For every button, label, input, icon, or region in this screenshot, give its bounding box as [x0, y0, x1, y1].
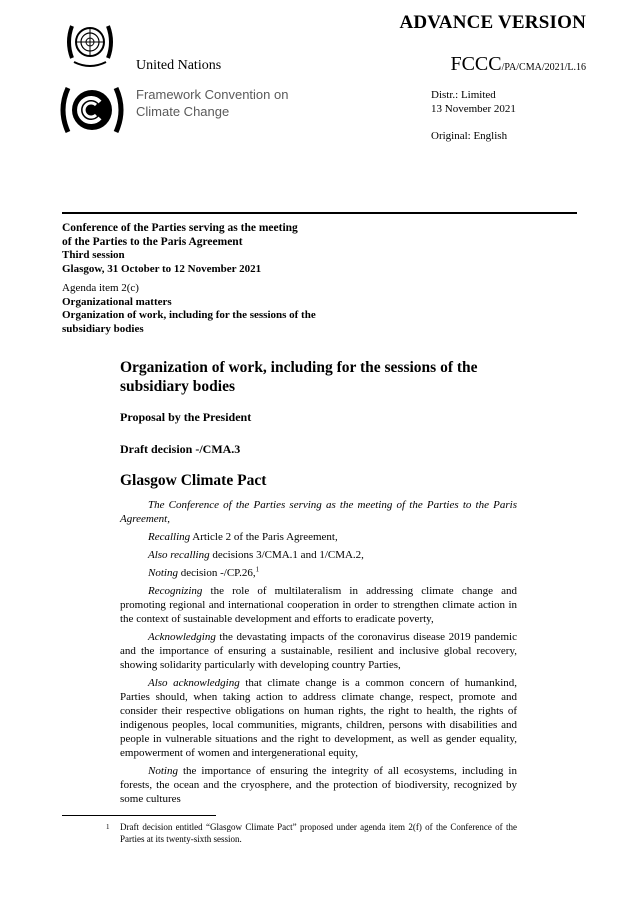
proposal-heading: Proposal by the President: [120, 410, 252, 424]
preamble-paragraph: The Conference of the Parties serving as the meeting of the Parties to the Paris Agreement,: [120, 499, 517, 525]
preamble-paragraph: Acknowledging the devastating impacts of the coronavirus disease 2019 pandemic and the importance of ensuring a sustainable, resilient and inclusive global recovery, showing solidarity particularly with developing country Parties,: [120, 631, 517, 671]
pact-heading: Glasgow Climate Pact: [120, 472, 267, 489]
document-body: [120, 358, 517, 810]
document-date: 13 November 2021: [431, 103, 516, 115]
distribution-block: [431, 88, 516, 143]
preamble-paragraph: Recalling Article 2 of the Paris Agreement,: [148, 531, 338, 543]
session-info: Conference of the Parties serving as the meeting of the Parties to the Paris Agreement Third session Glasgow, 31 October to 12 November 2021 Agenda item 2(c) Organizational matters Organization of work, including for the sessions of the subsidiary bodies: [62, 222, 316, 335]
preamble-paragraph: Noting the importance of ensuring the integrity of all ecosystems, including in forests, the ocean and the cryosphere, and the protection of biodiversity, recognized by some cultures: [120, 765, 517, 805]
draft-decision-heading: Draft decision -/CMA.3: [120, 442, 241, 456]
preamble-paragraph: Recognizing the role of multilateralism in addressing climate change and promoting regional and international cooperation in order to strengthen climate action in the context of sustainable development and efforts to eradicate poverty,: [120, 585, 517, 625]
document-title: Organization of work, including for the sessions of the subsidiary bodies: [120, 359, 478, 395]
footnote-reference[interactable]: 1: [255, 565, 260, 574]
footnote-rule: [62, 815, 216, 816]
preamble-paragraph: Noting decision -/CP.26,$^1$: [148, 565, 260, 579]
original-language: Original: English: [431, 130, 508, 142]
un-emblem-icon: [62, 18, 118, 70]
footnote-text: Draft decision entitled “Glasgow Climate Pact” proposed under agenda item 2(f) of the Conference of the Parties at its twenty-sixth session.: [120, 822, 517, 844]
organization-name: United Nations: [136, 58, 222, 73]
footnote: [106, 822, 517, 845]
framework-convention-name: Framework Convention on Climate Change: [136, 87, 289, 119]
unfccc-logo-icon: [60, 78, 124, 142]
preamble-paragraph: Also recalling decisions 3/CMA.1 and 1/CMA.2,: [148, 549, 364, 561]
document-symbol: FCCC/PA/CMA/2021/L.16: [450, 53, 586, 75]
header-rule: [62, 212, 577, 214]
advance-version-label: ADVANCE VERSION: [399, 12, 586, 33]
preamble-paragraph: Also acknowledging that climate change is a common concern of humankind, Parties should, when taking action to address climate change, respect, promote and consider their respective obligations on human rights, the right to health, the rights of indigenous peoples, local communities, migrants, children, persons with disabilities and people in vulnerable situations and the right to development, as well as gender equality, empowerment of women and intergenerational equity,: [120, 677, 517, 759]
footnote-number: 1: [106, 823, 110, 831]
distribution: Distr.: Limited: [431, 89, 496, 101]
